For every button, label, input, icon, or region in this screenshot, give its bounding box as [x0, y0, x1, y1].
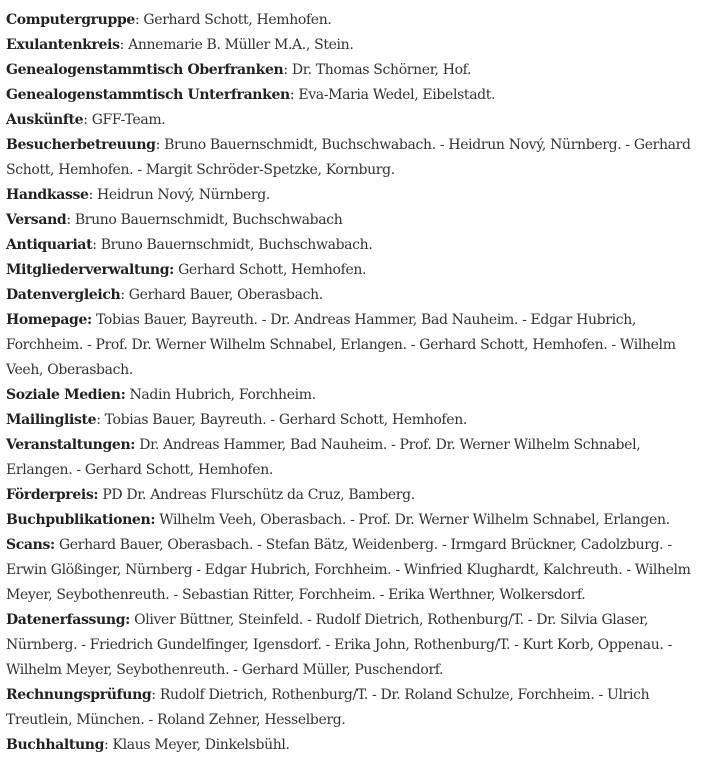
entry-text: Dr. Andreas Hammer, Bad Nauheim. - Prof. Dr. Werner Wilhelm Schnabel, Erlangen. - Gerhard Schott, Hemhofen. [6, 437, 641, 478]
entry-buchhaltung [6, 733, 698, 758]
entry-text: Gerhard Schott, Hemhofen. [178, 262, 367, 278]
entry-text: Nadin Hubrich, Forchheim. [129, 387, 316, 403]
entry-label: Förderpreis: [6, 487, 99, 503]
entry-text: Oliver Büttner, Steinfeld. - Rudolf Dietrich, Rothenburg/T. - Dr. Silvia Glaser, Nürnberg. - Friedrich Gundelfinger, Igensdorf. - Erika John, Rothenburg/T. - Kurt Korb, Oppenau. - Wilhelm Meyer, Seybothenreuth. - Gerhard Müller, Puschendorf. [6, 612, 672, 678]
entry-antiquariat [6, 233, 698, 258]
entry-separator: : [66, 212, 75, 228]
entry-label: Rechnungsprüfung [6, 687, 152, 703]
entry-computergruppe [6, 8, 698, 33]
entry-exulantenkreis [6, 33, 698, 58]
entry-versand [6, 208, 698, 233]
entry-text: Gerhard Schott, Hemhofen. [143, 12, 332, 28]
entry-homepage [6, 308, 698, 383]
entry-scans [6, 533, 698, 608]
entry-text: Klaus Meyer, Dinkelsbühl. [112, 737, 290, 753]
entry-separator: : [92, 237, 101, 253]
entry-label: Buchpublikationen: [6, 512, 156, 528]
entry-separator: : [151, 687, 160, 703]
entry-separator: : [155, 137, 165, 153]
entry-text: Gerhard Bauer, Oberasbach. [128, 287, 323, 303]
entry-genealogenstammtisch-unterfranken [6, 83, 698, 108]
entry-label: Besucherbetreuung [6, 137, 156, 153]
entry-label: Genealogenstammtisch Unterfranken [6, 87, 290, 103]
entry-handkasse [6, 183, 698, 208]
entry-text: Dr. Thomas Schörner, Hof. [291, 62, 472, 78]
entry-label: Genealogenstammtisch Oberfranken [6, 62, 284, 78]
entry-label: Datenerfassung: [6, 612, 130, 628]
entry-separator: : [104, 737, 113, 753]
entry-text: Tobias Bauer, Bayreuth. - Gerhard Schott, Hemhofen. [104, 412, 467, 428]
entry-auskuenfte [6, 108, 698, 133]
entry-separator: : [134, 12, 144, 28]
entry-buchpublikationen [6, 508, 698, 533]
entry-label: Veranstaltungen: [6, 437, 136, 453]
entry-label: Scans: [6, 537, 55, 553]
entry-separator: : [88, 187, 98, 203]
entry-text: GFF-Team. [91, 112, 166, 128]
entry-label: Homepage: [6, 312, 92, 328]
entry-rechnungspruefung [6, 683, 698, 733]
entry-text: Tobias Bauer, Bayreuth. - Dr. Andreas Hammer, Bad Nauheim. - Edgar Hubrich, Forchheim. - Prof. Dr. Werner Wilhelm Schnabel, Erlangen. - Gerhard Schott, Hemhofen. - Wilhelm Veeh, Oberasbach. [6, 312, 676, 378]
entry-datenvergleich [6, 283, 698, 308]
entry-label: Auskünfte [6, 112, 84, 128]
entry-label: Antiquariat [6, 237, 93, 253]
entry-label: Datenvergleich [6, 287, 121, 303]
entry-label: Mitgliederverwaltung: [6, 262, 174, 278]
entry-text: Bruno Bauernschmidt, Buchschwabach. - Heidrun Nový, Nürnberg. - Gerhard Schott, Hemhofen. - Margit Schröder-Spetzke, Kornburg. [6, 137, 691, 178]
entry-separator: : [283, 62, 292, 78]
entry-text: Bruno Bauernschmidt, Buchschwabach. [100, 237, 373, 253]
entry-label: Versand [6, 212, 67, 228]
entry-genealogenstammtisch-oberfranken [6, 58, 698, 83]
entry-mitgliederverwaltung [6, 258, 698, 283]
entry-besucherbetreuung [6, 133, 698, 183]
entry-separator: : [119, 37, 129, 53]
entry-label: Computergruppe [6, 12, 135, 28]
entry-label: Handkasse [6, 187, 89, 203]
entry-label: Soziale Medien: [6, 387, 126, 403]
entry-text: Gerhard Bauer, Oberasbach. - Stefan Bätz, Weidenberg. - Irmgard Brückner, Cadolzburg. - Erwin Glößinger, Nürnberg - Edgar Hubrich, Forchheim. - Winfried Klughardt, Kalchreuth. - Wilhelm Meyer, Seybothenreuth. - Sebastian Ritter, Forchheim. - Erika Werthner, Wolkersdorf. [6, 537, 691, 603]
entry-mailingliste [6, 408, 698, 433]
entry-text: PD Dr. Andreas Flurschütz da Cruz, Bamberg. [102, 487, 415, 503]
entry-separator: : [96, 412, 105, 428]
entry-datenerfassung [6, 608, 698, 683]
entry-text: Eva-Maria Wedel, Eibelstadt. [298, 87, 496, 103]
entry-text: Bruno Bauernschmidt, Buchschwabach [74, 212, 343, 228]
entry-veranstaltungen [6, 433, 698, 483]
entry-label: Mailingliste [6, 412, 97, 428]
entry-text: Annemarie B. Müller M.A., Stein. [128, 37, 354, 53]
entry-text: Wilhelm Veeh, Oberasbach. - Prof. Dr. Werner Wilhelm Schnabel, Erlangen. [159, 512, 670, 528]
entry-text: Rudolf Dietrich, Rothenburg/T. - Dr. Roland Schulze, Forchheim. - Ulrich Treutlein, München. - Roland Zehner, Hesselberg. [6, 687, 650, 728]
entry-label: Buchhaltung [6, 737, 105, 753]
entry-separator: : [289, 87, 299, 103]
entry-separator: : [83, 112, 92, 128]
entry-label: Exulantenkreis [6, 37, 120, 53]
entry-text: Heidrun Nový, Nürnberg. [97, 187, 270, 203]
entry-foerderpreis [6, 483, 698, 508]
entry-separator: : [120, 287, 129, 303]
entry-soziale-medien [6, 383, 698, 408]
